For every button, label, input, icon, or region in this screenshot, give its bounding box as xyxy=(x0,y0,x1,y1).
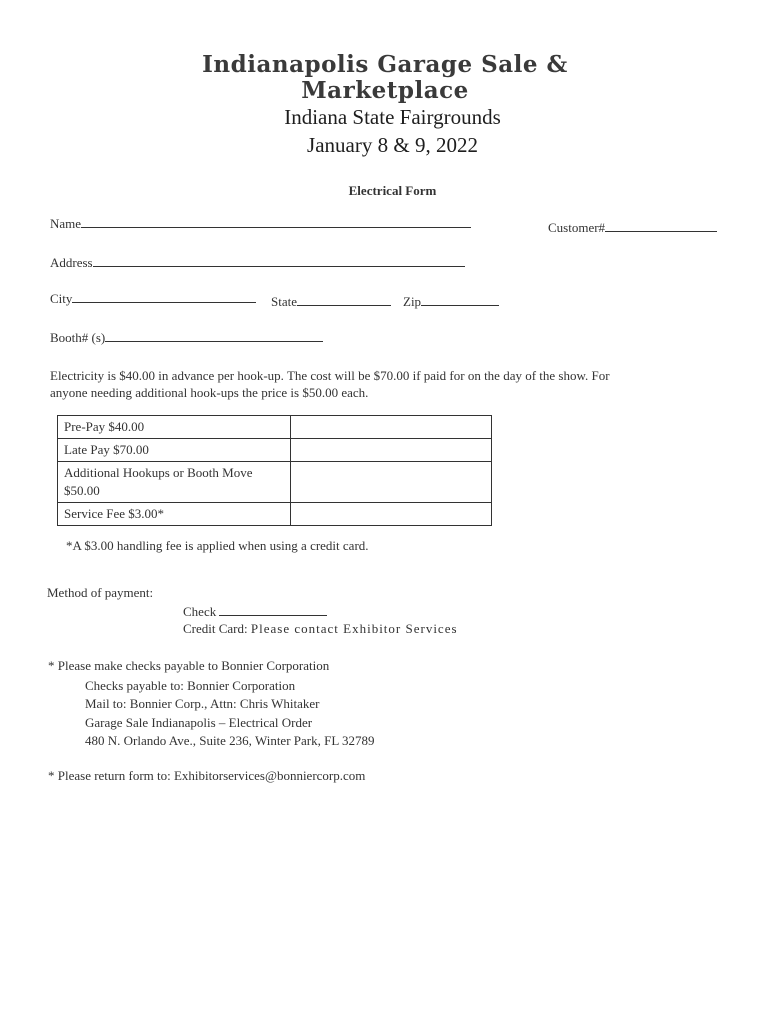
zip-label: Zip xyxy=(403,294,422,309)
check-field[interactable] xyxy=(219,602,327,616)
return-instruction: * Please return form to: Exhibitorservices@bonniercorp.com xyxy=(48,768,366,783)
credit-card-note: Please contact Exhibitor Services xyxy=(250,621,458,636)
payable-to: Checks payable to: Bonnier Corporation xyxy=(85,678,296,693)
checks-payable-instruction: * Please make checks payable to Bonnier Corporation xyxy=(48,658,330,673)
customer-row xyxy=(548,218,717,236)
zip-row xyxy=(403,292,499,310)
state-field[interactable] xyxy=(297,292,391,306)
zip-field[interactable] xyxy=(421,292,499,306)
city-row xyxy=(50,289,256,307)
booth-row xyxy=(50,328,323,346)
title-line-1: Indianapolis Garage Sale & xyxy=(202,51,568,78)
payment-label: Method of payment: xyxy=(47,585,154,600)
name-label: Name xyxy=(50,216,82,231)
name-field[interactable] xyxy=(81,214,471,228)
credit-card-label: Credit Card: xyxy=(183,621,248,636)
event-dates: January 8 & 9, 2022 xyxy=(307,133,478,157)
venue: Indiana State Fairgrounds xyxy=(284,105,501,129)
mail-to: Mail to: Bonnier Corp., Attn: Chris Whitaker xyxy=(85,696,320,712)
info-line-2: anyone needing additional hook-ups the price is $50.00 each. xyxy=(50,385,369,400)
state-label: State xyxy=(271,294,297,309)
mailing-details xyxy=(85,677,375,750)
fees-table xyxy=(57,415,492,526)
credit-card-row xyxy=(183,621,458,637)
fee-value-cell[interactable] xyxy=(291,439,492,462)
city-label: City xyxy=(50,291,73,306)
table-row xyxy=(58,439,492,462)
name-row xyxy=(50,214,471,232)
booth-label: Booth# (s) xyxy=(50,330,106,345)
customer-field[interactable] xyxy=(605,218,717,232)
fee-value-cell[interactable] xyxy=(291,462,492,503)
title-line-2: Marketplace xyxy=(301,77,469,104)
table-row xyxy=(58,416,492,439)
state-row xyxy=(271,292,391,310)
fee-label: Service Fee $3.00* xyxy=(58,503,291,526)
info-line-1: Electricity is $40.00 in advance per hook-up. The cost will be $70.00 if paid for on the day of the show. For xyxy=(50,368,610,383)
booth-field[interactable] xyxy=(105,328,323,342)
check-label: Check xyxy=(183,604,217,619)
city-field[interactable] xyxy=(72,289,256,303)
fee-label: Pre-Pay $40.00 xyxy=(58,416,291,439)
table-row xyxy=(58,462,492,503)
credit-card-footnote: *A $3.00 handling fee is applied when using a credit card. xyxy=(66,538,369,553)
fee-value-cell[interactable] xyxy=(291,416,492,439)
fee-label: Additional Hookups or Booth Move $50.00 xyxy=(58,462,291,503)
fee-value-cell[interactable] xyxy=(291,503,492,526)
order-reference: Garage Sale Indianapolis – Electrical Order xyxy=(85,714,313,730)
address-field[interactable] xyxy=(93,253,465,267)
address-label: Address xyxy=(50,255,93,270)
table-row xyxy=(58,503,492,526)
fee-label: Late Pay $70.00 xyxy=(58,439,291,462)
mailing-address: 480 N. Orlando Ave., Suite 236, Winter Park, FL 32789 xyxy=(85,732,375,748)
address-row xyxy=(50,253,465,271)
customer-label: Customer# xyxy=(548,220,606,235)
form-title: Electrical Form xyxy=(348,183,437,198)
check-row xyxy=(183,602,327,620)
electricity-info xyxy=(50,367,750,401)
